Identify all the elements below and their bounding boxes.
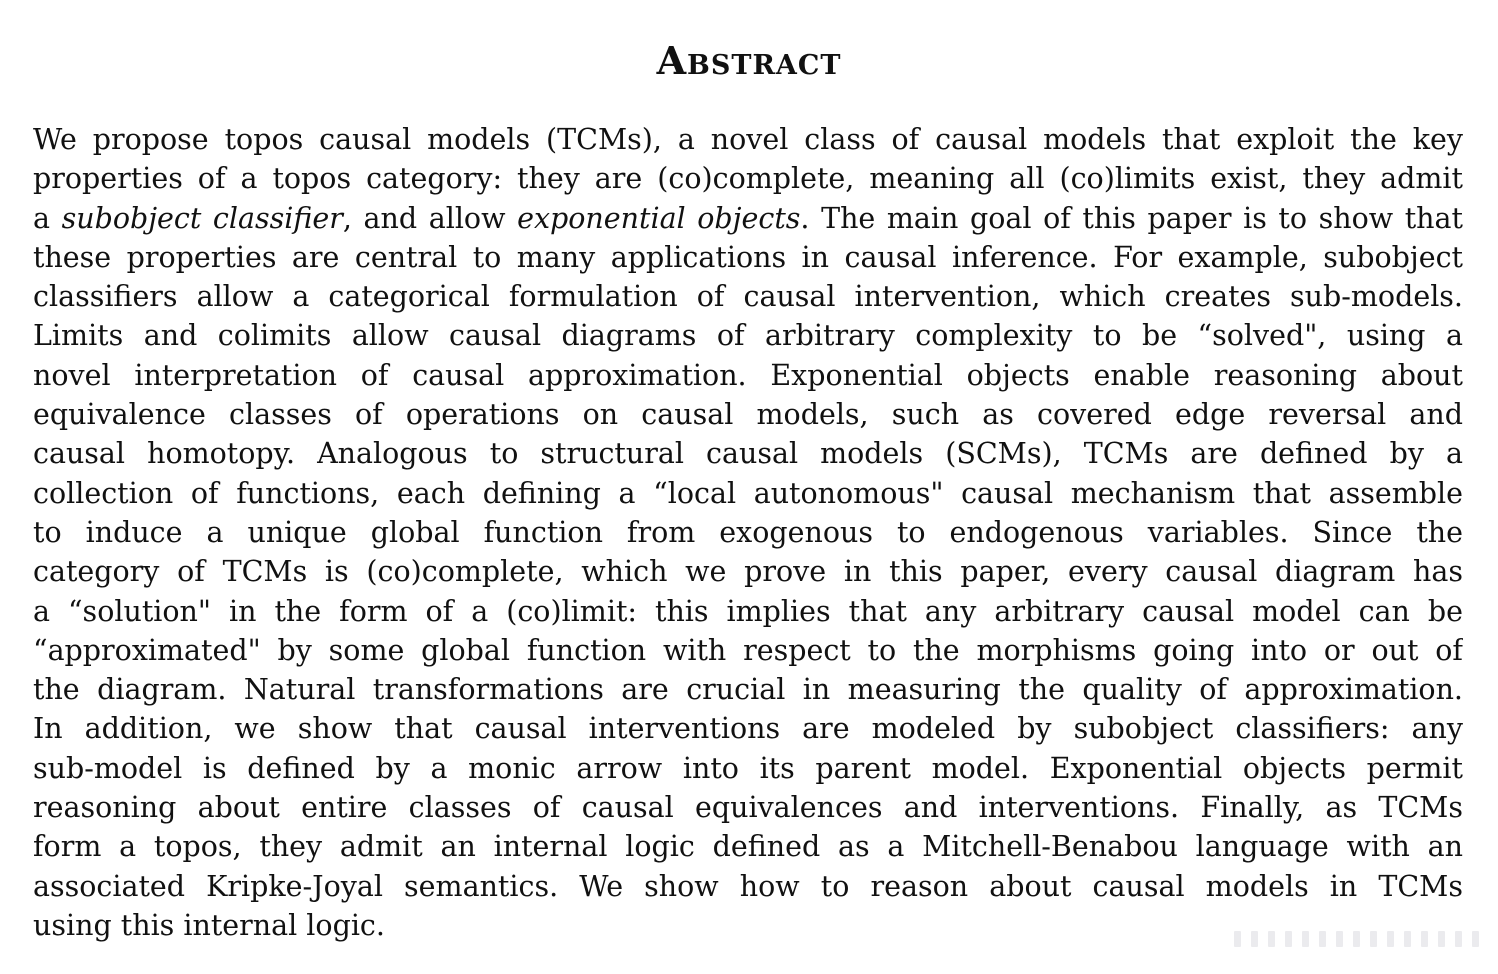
abstract-line: reasoning about entire classes of causal equivalences and interventions. Finally, as TCMs (33, 791, 1463, 825)
abstract-line: novel interpretation of causal approximation. Exponential objects enable reasoning about (33, 358, 1463, 392)
watermark-mark (1302, 931, 1309, 947)
line-text: , and allow (342, 201, 518, 235)
watermark-mark (1421, 931, 1428, 947)
abstract-line: category of TCMs is (co)complete, which we prove in this paper, every causal diagram has (33, 555, 1463, 589)
watermark-mark (1387, 931, 1394, 947)
watermark-mark (1285, 931, 1292, 947)
abstract-line: a “solution" in the form of a (co)limit: this implies that any arbitrary causal model can be (33, 594, 1463, 628)
emphasis-exponential-objects: exponential objects (517, 201, 801, 235)
watermark-mark (1404, 931, 1411, 947)
watermark (1234, 930, 1484, 948)
abstract-heading: Abstract (656, 38, 842, 83)
abstract-line: causal homotopy. Analogous to structural causal models (SCMs), TCMs are defined by a (33, 437, 1463, 471)
abstract-line: associated Kripke-Joyal semantics. We show how to reason about causal models in TCMs (33, 869, 1463, 903)
watermark-mark (1455, 931, 1462, 947)
abstract-line (33, 199, 1463, 238)
abstract-line: “approximated" by some global function with respect to the morphisms going into or out of (33, 633, 1463, 667)
line-text: a (33, 201, 62, 235)
abstract-line: sub-model is defined by a monic arrow into its parent model. Exponential objects permit (33, 751, 1463, 785)
abstract-line: to induce a unique global function from exogenous to endogenous variables. Since the (33, 515, 1463, 549)
line-text: . The main goal of this paper is to show that (800, 201, 1463, 235)
emphasis-subobject-classifier: subobject classifier (61, 201, 343, 235)
abstract-line: using this internal logic. (33, 908, 385, 942)
watermark-mark (1268, 931, 1275, 947)
watermark-mark (1319, 931, 1326, 947)
watermark-mark (1370, 931, 1377, 947)
watermark-mark (1336, 931, 1343, 947)
abstract-line: classifiers allow a categorical formulation of causal intervention, which creates sub-models. (33, 280, 1463, 314)
abstract-line: equivalence classes of operations on causal models, such as covered edge reversal and (33, 398, 1463, 432)
watermark-mark (1251, 931, 1258, 947)
abstract-line: collection of functions, each defining a “local autonomous" causal mechanism that assemble (33, 476, 1463, 510)
abstract-body (33, 120, 1463, 945)
watermark-mark (1438, 931, 1445, 947)
abstract-line: form a topos, they admit an internal logic defined as a Mitchell-Benabou language with an (33, 830, 1463, 864)
abstract-line: these properties are central to many applications in causal inference. For example, subobject (33, 240, 1463, 274)
watermark-mark (1353, 931, 1360, 947)
watermark-mark (1234, 931, 1241, 947)
abstract-line: Limits and colimits allow causal diagrams of arbitrary complexity to be “solved", using a (33, 319, 1463, 353)
abstract-line: In addition, we show that causal interventions are modeled by subobject classifiers: any (33, 712, 1463, 746)
abstract-line: properties of a topos category: they are (co)complete, meaning all (co)limits exist, they admit (33, 162, 1463, 196)
abstract-line: the diagram. Natural transformations are crucial in measuring the quality of approximation. (33, 673, 1463, 707)
watermark-mark (1472, 931, 1479, 947)
abstract-line: We propose topos causal models (TCMs), a novel class of causal models that exploit the key (33, 123, 1463, 156)
